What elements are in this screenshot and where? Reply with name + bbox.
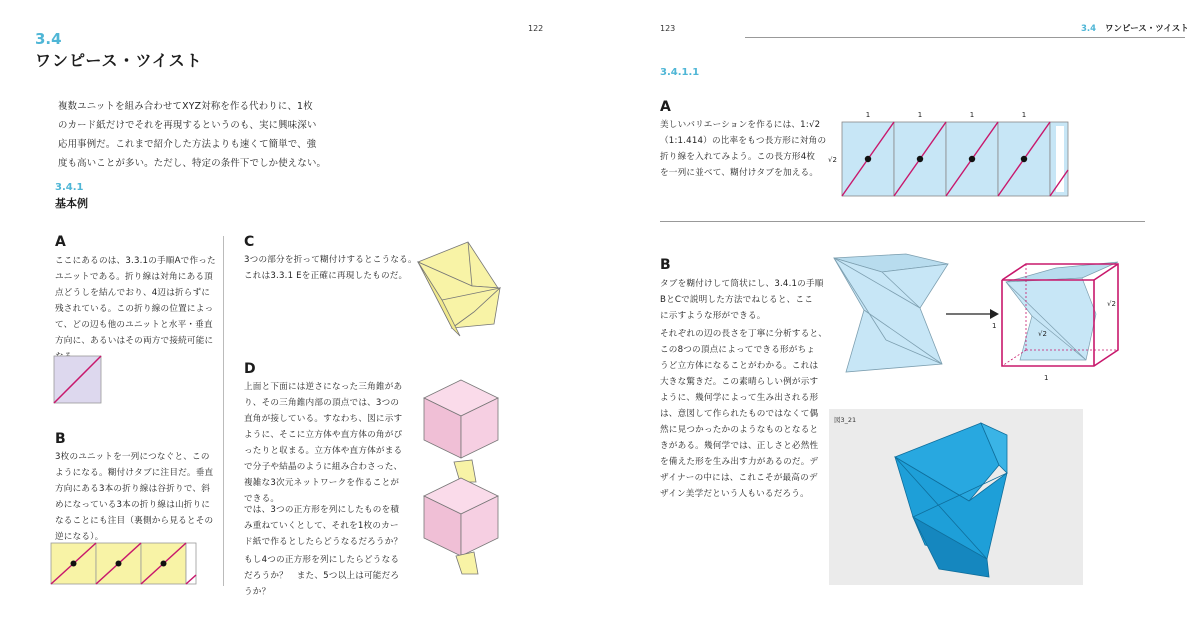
text-line: だろうか？ また、5つ以上は可能だろ [244,571,400,581]
text-line: み重ねていくとして、それを1枚のカー [244,521,399,531]
step-c-text [244,252,417,284]
text-line: うか？ [244,587,271,597]
subsection-number: 3.4.1 [55,182,84,193]
step-c-letter: C [244,234,255,250]
intro-line: のカード紙だけでそれを再現するというのも、実に興味深い [58,120,317,131]
text-line: て、どの辺も他のユニットと水平・垂直 [55,320,213,330]
figure-label: 図3_21 [834,416,857,424]
unit-square-diagram [53,355,103,405]
step-d-question-1 [244,502,414,550]
dimension-label: √2 [1038,330,1047,338]
dimension-label: √2 [1107,300,1116,308]
photo-origami-shape [829,409,1083,585]
text-line: を一列に並べて、糊付けタブを加える。 [660,168,819,178]
text-line: 複雑な3次元ネットワークを作ることが [244,478,400,488]
text-line: 3つの部分を折って糊付けするとこうなる。 [244,255,417,265]
running-header [1081,22,1189,34]
text-line: もし4つの正方形を列にしたらどうなる [244,555,400,565]
text-line: ユニットである。折り線は対角にある頂 [55,272,213,282]
text-line: これは3.3.1 Eを正確に再現したものだ。 [244,271,408,281]
text-line: この8つの頂点によってできる形がちょ [660,345,816,355]
dimension-label: 1 [969,111,975,119]
step-d-letter: D [244,361,256,377]
text-line: ように、そこに立方体や直方体の角がぴ [244,430,403,440]
step-a-text [55,253,215,365]
section-number: 3.4 [35,30,62,48]
column-divider [223,236,224,586]
intro-line: 複数ユニットを組み合わせてXYZ対称を作る代わりに、1枚 [58,101,313,112]
text-line: 美しいバリエーションを作るには、1:√2 [660,120,821,130]
dimension-label: 1 [865,111,871,119]
text-line: タブを糊付けして筒状にし、3.4.1の手順 [660,279,824,289]
step-b-text [55,449,215,545]
variation-b-letter: B [660,257,671,273]
text-line: 直角が接している。すなわち、図に示す [244,414,403,424]
text-line: ったりと収まる。立方体や直方体がまる [244,446,403,456]
text-line: ここにあるのは、3.3.1の手順Aで作った [55,256,216,266]
text-line: 方向に、あるいはその両方で接続可能に [55,336,214,346]
text-line: （1:1.414）の比率をもつ長方形に対角の [660,136,827,146]
variation-a-text [660,117,830,181]
dimension-label: 1 [917,111,923,119]
text-line: ド紙で作るとしたらどうなるだろうか？ [244,537,403,547]
pink-stacked-cubes-model [420,378,502,578]
text-line: 3枚のユニットを一列につなぐと、この [55,452,210,462]
text-line: めになっている3本の折り線は山折りに [55,500,211,510]
section-title: ワンピース・ツイスト [35,51,203,70]
text-line: ザイナーの中には、これこそが最高のデ [660,473,818,483]
subsection-title: 基本例 [55,197,88,210]
variation-a-letter: A [660,99,671,115]
text-line: 逆になる）。 [55,532,104,542]
dimension-label: 1 [992,322,997,330]
dimension-label: 1 [1021,111,1027,119]
dimension-label: √2 [828,156,837,164]
text-line: 大きな驚きだ。この素晴らしい例が示す [660,377,819,387]
step-b-letter: B [55,431,66,447]
text-line: は、意図して作られたものではなくて偶 [660,409,819,419]
step-a-letter: A [55,234,66,250]
intro-line: 度も高いことが多い。ただし、特定の条件下でしか使えない。 [58,158,327,169]
four-rectangle-strip-diagram [826,108,1072,200]
text-line: を備えた形を生み出す力があるのだ。デ [660,457,819,467]
text-line: なることにも注目（裏側から見るとその [55,516,214,526]
header-rule [745,37,1185,38]
header-title: ワンピース・ツイスト [1105,24,1189,34]
variation-b-text [660,276,830,324]
text-line: ようになる。糊付けタブに注目だ。垂直 [55,468,214,478]
text-line: 然に見つかったかのようなものとなると [660,425,819,435]
text-line: 残されている。この折り線の位置によっ [55,304,214,314]
step-d-text [244,379,414,507]
variation-b-analysis [660,326,830,502]
dimension-label: 1 [1044,374,1049,382]
intro-line: 応用事例だ。これまで紹介した方法よりも速くて簡単で、強 [58,139,317,150]
text-line: で分子や結晶のように組み合わさった、 [244,462,403,472]
step-d-question-2 [244,552,414,600]
text-line: 折り線を入れてみよう。この長方形4枚 [660,152,816,162]
text-line: 方向にある3本の折り線は谷折りで、斜 [55,484,210,494]
page-number-left: 122 [528,24,544,33]
text-line: 点どうしを結んでおり、4辺は折らずに [55,288,211,298]
three-unit-strip-diagram [50,541,200,587]
text-line: では、3つの正方形を列にしたものを積 [244,505,400,515]
glue-tab [186,543,196,584]
section-divider [660,221,1145,222]
subsection-number-right: 3.4.1.1 [660,67,700,78]
intro-paragraph [58,97,358,173]
text-line: 上面と下面には逆さになった三角錐があ [244,382,403,392]
text-line: それぞれの辺の長さを丁寧に分析すると、 [660,329,828,339]
text-line: できる。 [244,494,280,504]
text-line: り、その三角錐内部の頂点では、3つの [244,398,400,408]
text-line: うど立方体になることがわかる。これは [660,361,819,371]
text-line: ザイン美学だという人もいるだろう。 [660,489,809,499]
header-section-number: 3.4 [1081,24,1097,34]
blue-twist-model [826,252,954,378]
text-line: ように、幾何学によって生み出される形 [660,393,819,403]
text-line: BとCで説明した方法でねじると、ここ [660,295,813,305]
yellow-twist-model [412,240,508,340]
text-line: に示すような形ができる。 [660,311,766,321]
text-line: きがある。幾何学では、正しさと必然性 [660,441,819,451]
photo-blue-twist [829,409,1083,585]
page-number-right: 123 [660,24,676,33]
cube-analysis-diagram [986,256,1126,386]
